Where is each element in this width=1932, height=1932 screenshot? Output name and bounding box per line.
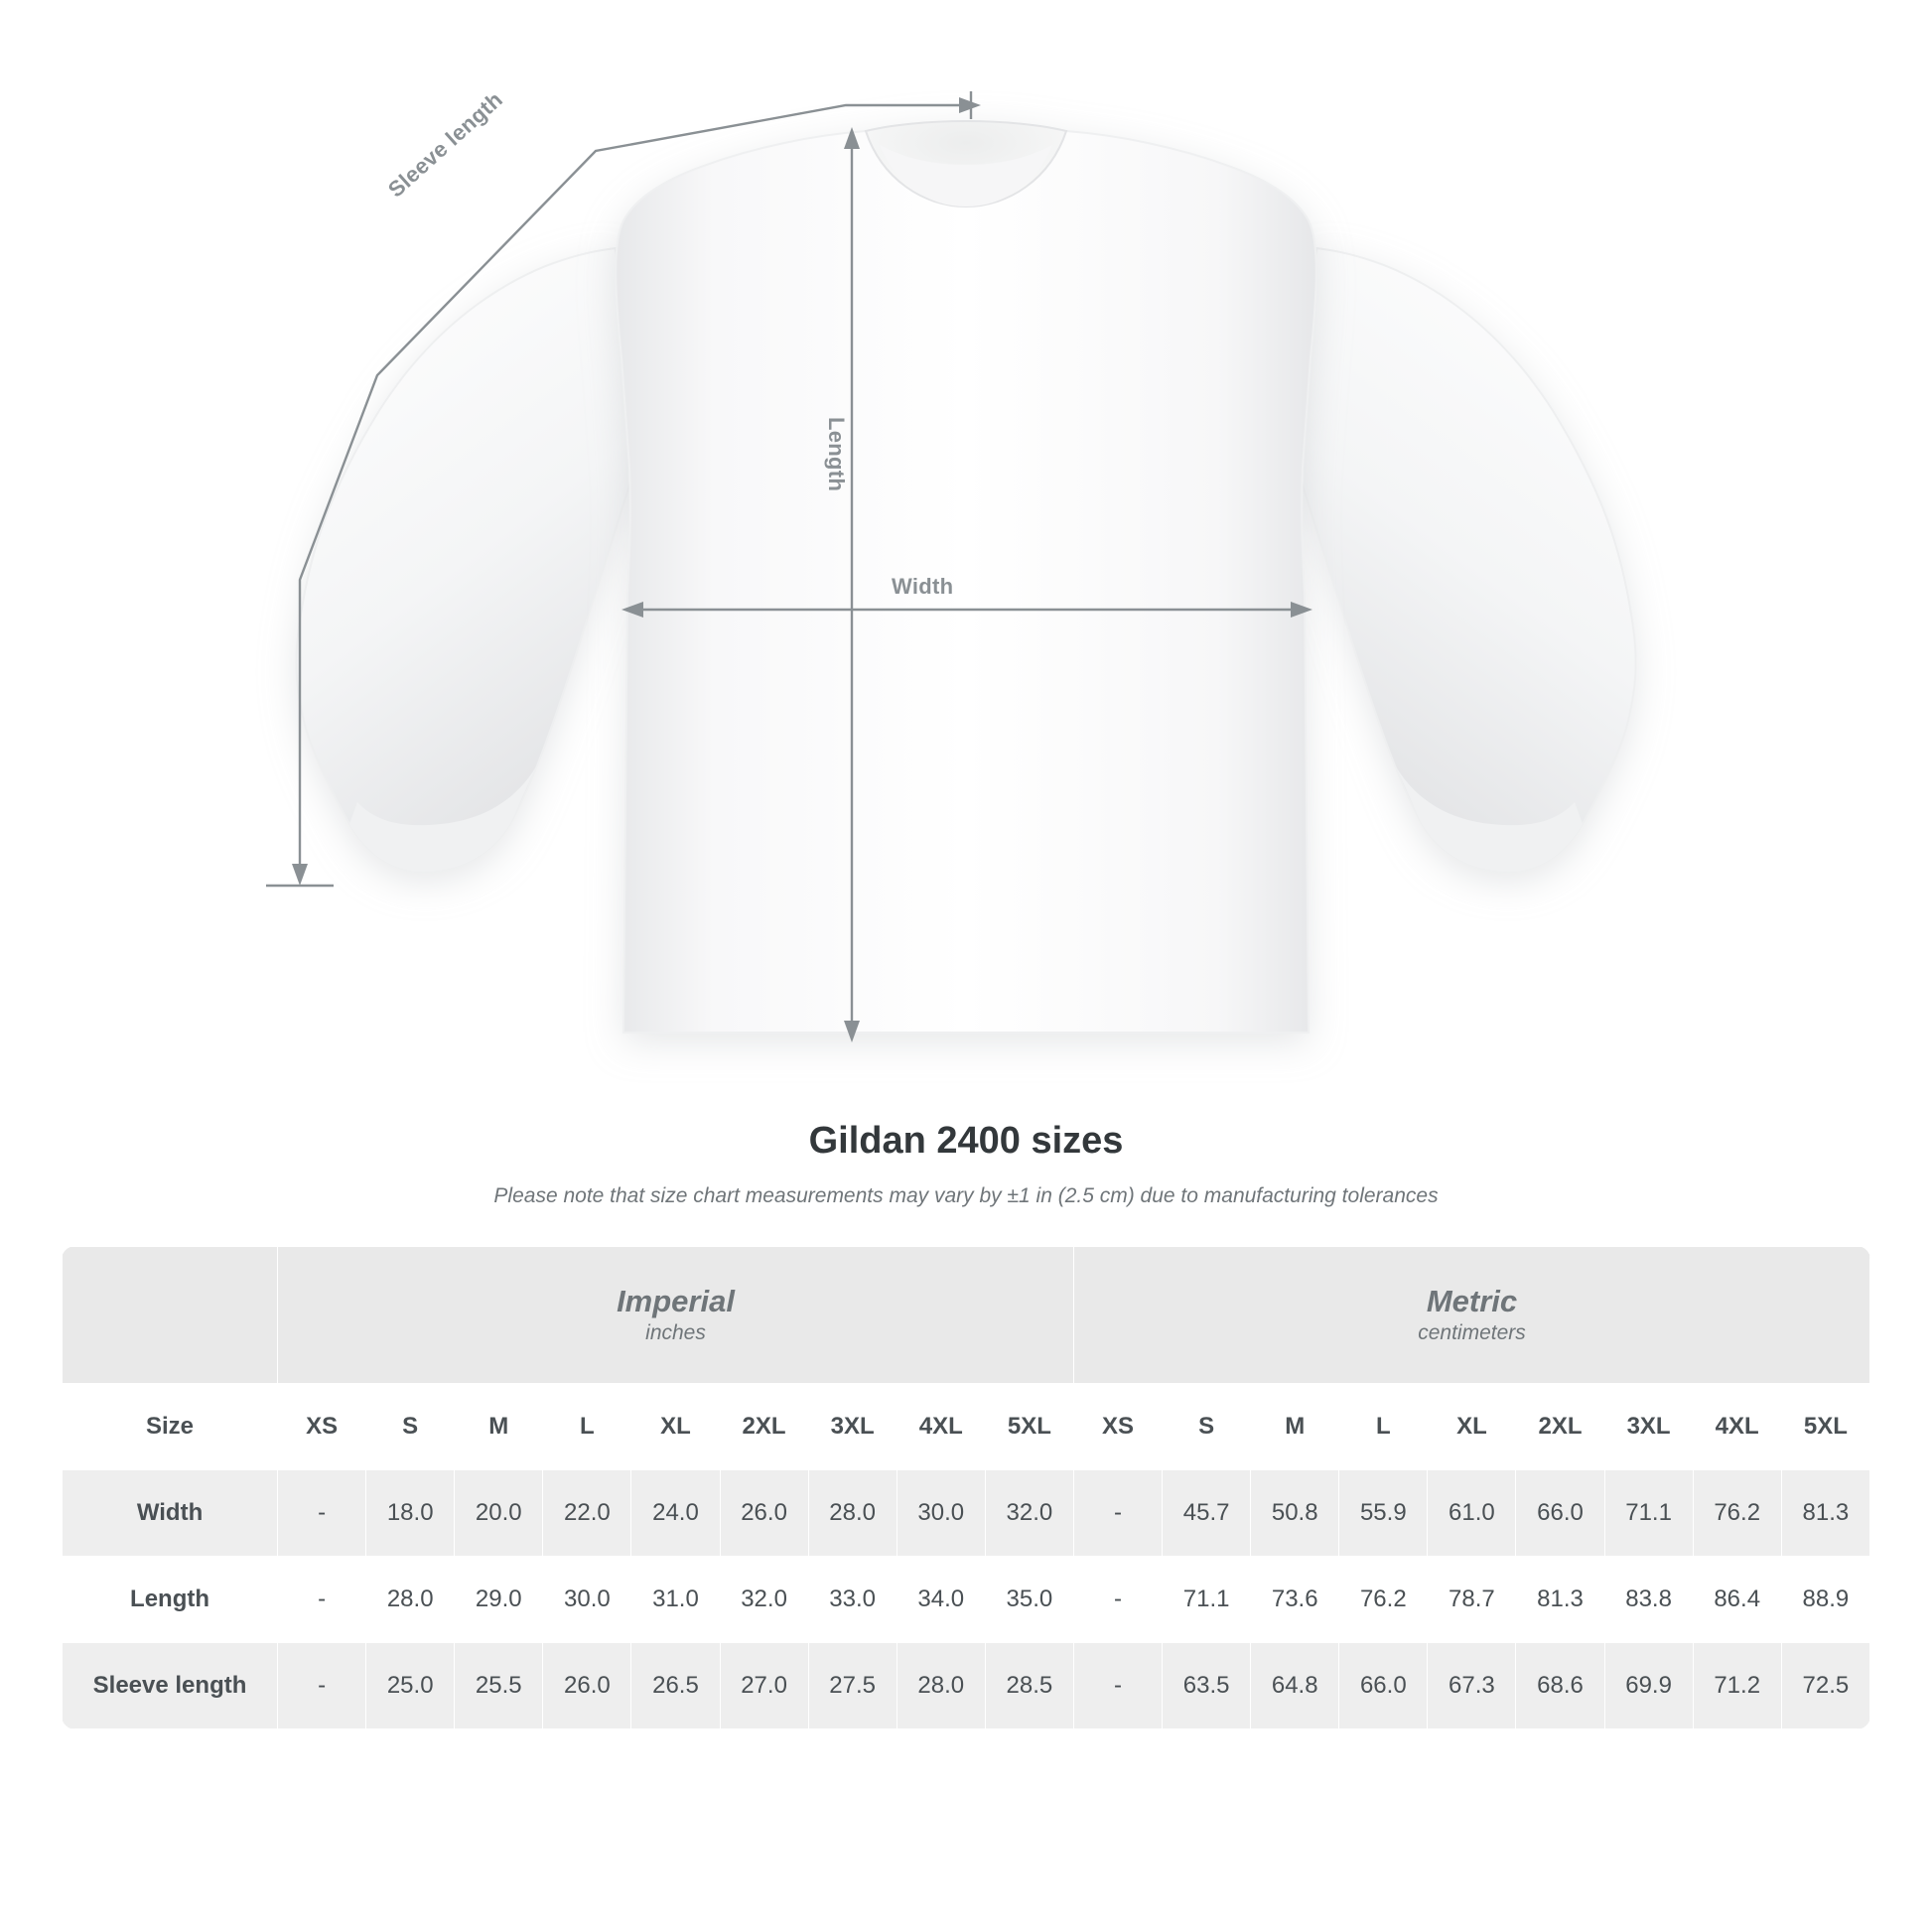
cell-width-imperial-4xl: 30.0: [897, 1470, 985, 1557]
header-size-metric-xl: XL: [1428, 1384, 1516, 1470]
cell-width-imperial-s: 18.0: [366, 1470, 455, 1557]
cell-width-metric-3xl: 71.1: [1604, 1470, 1693, 1557]
header-size-imperial-5xl: 5XL: [985, 1384, 1073, 1470]
cell-length-metric-m: 73.6: [1251, 1557, 1339, 1643]
cell-length-imperial-xl: 31.0: [631, 1557, 720, 1643]
table-row: [63, 1557, 1870, 1643]
right-sleeve: [1297, 248, 1636, 872]
cell-width-metric-5xl: 81.3: [1781, 1470, 1869, 1557]
header-size-imperial-s: S: [366, 1384, 455, 1470]
table-row: [63, 1470, 1870, 1557]
header-size-imperial-xl: XL: [631, 1384, 720, 1470]
cell-length-metric-3xl: 83.8: [1604, 1557, 1693, 1643]
cell-length-imperial-m: 29.0: [455, 1557, 543, 1643]
header-size-imperial-l: L: [543, 1384, 631, 1470]
header-size-metric-3xl: 3XL: [1604, 1384, 1693, 1470]
cell-length-metric-xl: 78.7: [1428, 1557, 1516, 1643]
shirt-body: [616, 121, 1316, 1033]
cell-sleeve-metric-4xl: 71.2: [1693, 1643, 1781, 1729]
cell-sleeve-imperial-s: 25.0: [366, 1643, 455, 1729]
cell-sleeve-imperial-m: 25.5: [455, 1643, 543, 1729]
table-row: [63, 1643, 1870, 1729]
cell-width-metric-l: 55.9: [1339, 1470, 1428, 1557]
cell-sleeve-imperial-4xl: 28.0: [897, 1643, 985, 1729]
size-table: [62, 1246, 1870, 1729]
unit-group-imperial-sub: inches: [645, 1320, 706, 1344]
cell-width-imperial-5xl: 32.0: [985, 1470, 1073, 1557]
dimension-label-length: Length: [824, 417, 849, 492]
cell-length-imperial-4xl: 34.0: [897, 1557, 985, 1643]
row-label-width: Width: [63, 1470, 278, 1557]
tolerance-note: Please note that size chart measurements may vary by ±1 in (2.5 cm) due to manufacturing tolerances: [493, 1184, 1439, 1207]
cell-width-imperial-xl: 24.0: [631, 1470, 720, 1557]
cell-length-metric-l: 76.2: [1339, 1557, 1428, 1643]
cell-length-metric-4xl: 86.4: [1693, 1557, 1781, 1643]
cell-sleeve-metric-m: 64.8: [1251, 1643, 1339, 1729]
cell-length-imperial-xs: -: [278, 1557, 366, 1643]
cell-sleeve-metric-xl: 67.3: [1428, 1643, 1516, 1729]
unit-group-metric-sub: centimeters: [1418, 1320, 1526, 1344]
cell-width-metric-4xl: 76.2: [1693, 1470, 1781, 1557]
header-size-metric-5xl: 5XL: [1781, 1384, 1869, 1470]
unit-group-imperial: [278, 1247, 1074, 1384]
cell-sleeve-metric-5xl: 72.5: [1781, 1643, 1869, 1729]
header-size-imperial-4xl: 4XL: [897, 1384, 985, 1470]
cell-length-metric-5xl: 88.9: [1781, 1557, 1869, 1643]
cell-length-metric-s: 71.1: [1163, 1557, 1251, 1643]
unit-group-metric: [1073, 1247, 1869, 1384]
cell-width-imperial-m: 20.0: [455, 1470, 543, 1557]
cell-width-metric-m: 50.8: [1251, 1470, 1339, 1557]
cell-sleeve-imperial-xs: -: [278, 1643, 366, 1729]
cell-width-imperial-2xl: 26.0: [720, 1470, 808, 1557]
cell-length-imperial-l: 30.0: [543, 1557, 631, 1643]
cell-width-metric-2xl: 66.0: [1516, 1470, 1604, 1557]
title-block: [0, 1120, 1932, 1208]
left-sleeve: [296, 248, 635, 872]
size-table-wrapper: [62, 1246, 1870, 1729]
unit-group-metric-name: Metric: [1426, 1284, 1518, 1319]
cell-width-imperial-3xl: 28.0: [808, 1470, 897, 1557]
cell-width-metric-xl: 61.0: [1428, 1470, 1516, 1557]
cell-width-metric-s: 45.7: [1163, 1470, 1251, 1557]
cell-length-metric-xs: -: [1073, 1557, 1162, 1643]
header-size-metric-m: M: [1251, 1384, 1339, 1470]
header-size-metric-xs: XS: [1073, 1384, 1162, 1470]
header-size-imperial-2xl: 2XL: [720, 1384, 808, 1470]
table-header-row: [63, 1384, 1870, 1470]
row-label-length: Length: [63, 1557, 278, 1643]
header-size-imperial-3xl: 3XL: [808, 1384, 897, 1470]
header-size: Size: [63, 1384, 278, 1470]
cell-sleeve-metric-l: 66.0: [1339, 1643, 1428, 1729]
cell-length-imperial-5xl: 35.0: [985, 1557, 1073, 1643]
cell-sleeve-imperial-5xl: 28.5: [985, 1643, 1073, 1729]
cell-length-imperial-3xl: 33.0: [808, 1557, 897, 1643]
page-title: Gildan 2400 sizes: [808, 1120, 1124, 1162]
header-size-metric-2xl: 2XL: [1516, 1384, 1604, 1470]
header-size-metric-l: L: [1339, 1384, 1428, 1470]
unit-group-imperial-name: Imperial: [617, 1284, 735, 1319]
row-label-sleeve-length: Sleeve length: [63, 1643, 278, 1729]
unit-group-row: [63, 1247, 1870, 1384]
cell-sleeve-imperial-l: 26.0: [543, 1643, 631, 1729]
cell-length-imperial-2xl: 32.0: [720, 1557, 808, 1643]
cell-sleeve-metric-s: 63.5: [1163, 1643, 1251, 1729]
cell-width-imperial-xs: -: [278, 1470, 366, 1557]
header-size-imperial-m: M: [455, 1384, 543, 1470]
cell-width-metric-xs: -: [1073, 1470, 1162, 1557]
cell-width-imperial-l: 22.0: [543, 1470, 631, 1557]
header-size-metric-4xl: 4XL: [1693, 1384, 1781, 1470]
header-size-imperial-xs: XS: [278, 1384, 366, 1470]
dimension-label-sleeve-length: Sleeve length: [383, 86, 508, 203]
dimension-label-width: Width: [892, 574, 954, 599]
cell-sleeve-imperial-2xl: 27.0: [720, 1643, 808, 1729]
table-corner-cell: [63, 1247, 278, 1384]
cell-sleeve-metric-3xl: 69.9: [1604, 1643, 1693, 1729]
cell-sleeve-metric-2xl: 68.6: [1516, 1643, 1604, 1729]
header-size-metric-s: S: [1163, 1384, 1251, 1470]
cell-sleeve-metric-xs: -: [1073, 1643, 1162, 1729]
cell-length-imperial-s: 28.0: [366, 1557, 455, 1643]
cell-sleeve-imperial-3xl: 27.5: [808, 1643, 897, 1729]
cell-length-metric-2xl: 81.3: [1516, 1557, 1604, 1643]
cell-sleeve-imperial-xl: 26.5: [631, 1643, 720, 1729]
